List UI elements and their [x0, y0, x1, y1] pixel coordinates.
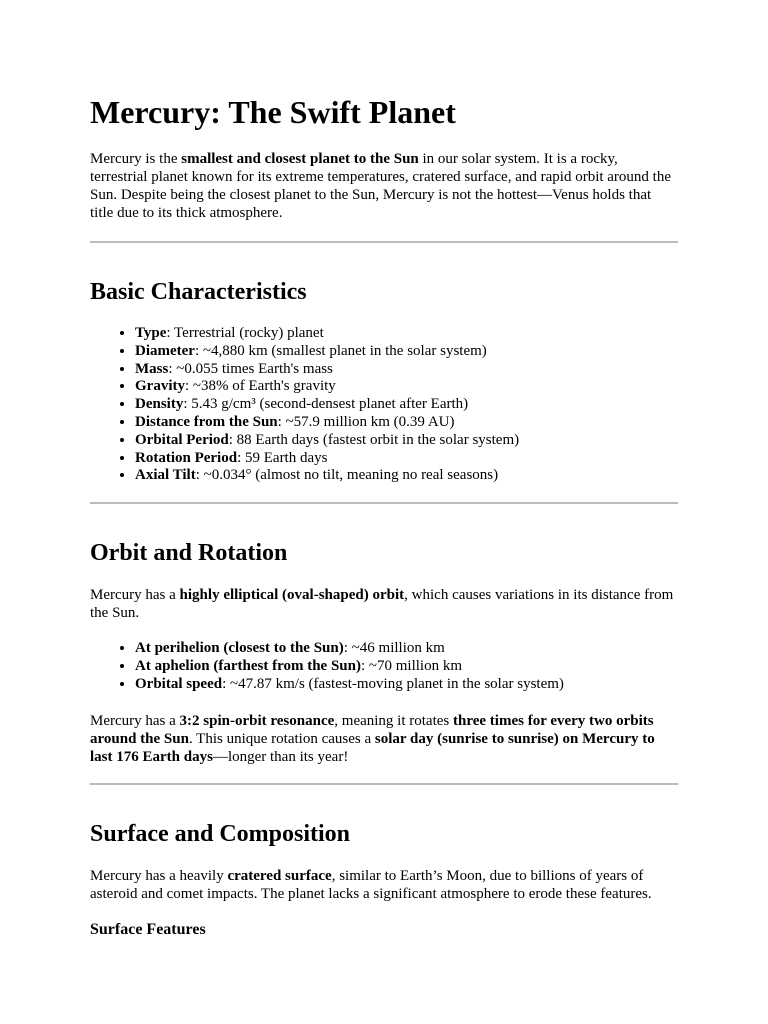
intro-text-pre: Mercury is the [90, 151, 182, 167]
list-item-value: : ~47.87 km/s (fastest-moving planet in the solar system) [222, 675, 564, 692]
list-item [135, 467, 678, 485]
orbit-paragraph [90, 586, 678, 622]
section-divider [90, 783, 678, 785]
list-item [135, 396, 678, 414]
rotation-bold-2: three times for every two orbits around the Sun [90, 712, 654, 747]
list-item [135, 361, 678, 379]
list-item [135, 640, 678, 658]
list-item-label: Rotation Period [135, 449, 238, 466]
list-item [135, 450, 678, 468]
surface-text-bold: cratered surface [227, 867, 332, 884]
list-item-value: : 59 Earth days [237, 449, 328, 466]
list-item [135, 658, 678, 676]
orbit-text-bold: highly elliptical (oval-shaped) orbit [179, 587, 405, 604]
orbit-text-post: , which causes variations in its distance from the Sun. [90, 587, 674, 622]
intro-text-bold: smallest and closest planet to the Sun [181, 151, 419, 167]
rotation-bold-3: solar day (sunrise to sunrise) on Mercury to last 176 Earth days [90, 730, 655, 765]
rotation-text-1: Mercury has a [90, 712, 180, 729]
rotation-text-4: —longer than its year! [212, 748, 349, 765]
orbit-text-pre: Mercury has a [90, 587, 180, 604]
section-divider [90, 502, 678, 504]
list-item-label: Type [135, 325, 167, 341]
list-item-value: : 88 Earth days (fastest orbit in the solar system) [228, 431, 520, 448]
list-item-value: : ~0.055 times Earth's mass [168, 360, 333, 377]
rotation-text-3: . This unique rotation causes a [188, 730, 375, 747]
list-item-label: Density [135, 396, 184, 413]
list-item-label: Gravity [135, 378, 185, 395]
section-heading-orbit-and-rotation: Orbit and Rotation [90, 540, 288, 567]
list-item [135, 378, 678, 396]
list-item-value: : ~4,880 km (smallest planet in the solar system) [194, 342, 487, 359]
list-item [135, 343, 678, 361]
orbit-list [90, 640, 678, 693]
basic-characteristics-list [90, 325, 678, 485]
list-item-label: Orbital Period [135, 431, 229, 448]
rotation-bold-1: 3:2 spin-orbit resonance [179, 712, 335, 729]
list-item-value: : ~57.9 million km (0.39 AU) [277, 413, 455, 430]
intro-paragraph [90, 150, 678, 222]
list-item [135, 432, 678, 450]
list-item-label: At aphelion (farthest from the Sun) [135, 657, 361, 674]
list-item [135, 414, 678, 432]
list-item-label: Distance from the Sun [135, 413, 278, 430]
list-item [135, 325, 678, 343]
subsection-heading-surface-features: Surface Features [90, 920, 206, 938]
list-item-value: : Terrestrial (rocky) planet [166, 325, 324, 341]
list-item-label: Orbital speed [135, 675, 223, 692]
intro-text-post: in our solar system. It is a rocky, terrestrial planet known for its extreme temperatures, cratered surface, and rapid orbit around the Sun. Despite being the closest planet to the Sun, Mercury is not the hottest—Venus holds that title due to its thick atmosphere. [90, 151, 672, 221]
list-item-label: Axial Tilt [135, 467, 196, 484]
list-item-value: : ~46 million km [343, 640, 445, 657]
list-item-value: : ~0.034° (almost no tilt, meaning no real seasons) [195, 467, 499, 484]
list-item-value: : ~38% of Earth's gravity [185, 378, 336, 395]
surface-text-post: , similar to Earth’s Moon, due to billions of years of asteroid and comet impacts. The planet lacks a significant atmosphere to erode these features. [90, 867, 652, 902]
list-item-value: : 5.43 g/cm³ (second-densest planet after Earth) [183, 396, 469, 413]
rotation-paragraph [90, 712, 678, 766]
list-item-label: Diameter [135, 342, 195, 359]
list-item-label: At perihelion (closest to the Sun) [135, 640, 344, 657]
section-divider [90, 241, 678, 243]
list-item-value: : ~70 million km [360, 657, 463, 674]
surface-paragraph [90, 867, 678, 903]
list-item-label: Mass [135, 360, 169, 377]
page-title: Mercury: The Swift Planet [90, 94, 456, 130]
section-heading-surface-and-composition: Surface and Composition [90, 820, 351, 847]
list-item [135, 676, 678, 694]
surface-text-pre: Mercury has a heavily [90, 867, 228, 884]
section-heading-basic-characteristics: Basic Characteristics [90, 279, 307, 305]
rotation-text-2: , meaning it rotates [334, 712, 453, 729]
